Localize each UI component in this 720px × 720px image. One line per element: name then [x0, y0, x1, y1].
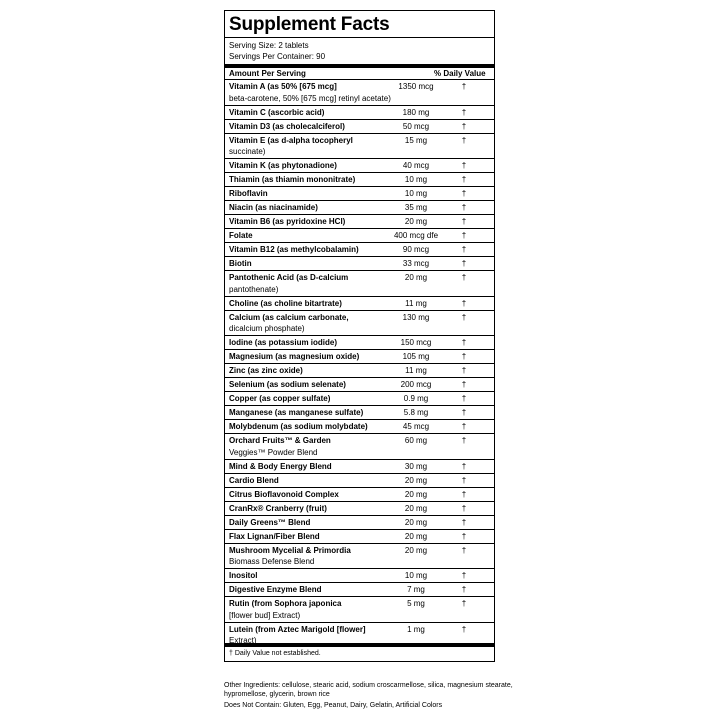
nutrient-source: beta-carotene, 50% [675 mcg] retinyl acetate) [229, 93, 391, 103]
nutrient-name-cell [225, 597, 395, 621]
nutrient-amount: 50 mcg [402, 121, 430, 131]
daily-value-dagger: † [461, 571, 467, 580]
daily-value-dagger: † [461, 135, 467, 145]
nutrient-name-cell [225, 474, 395, 487]
daily-value-dagger: † [461, 273, 467, 282]
nutrient-name: Vitamin D3 (as cholecalciferol) [229, 121, 345, 131]
daily-value-dagger: † [461, 298, 467, 308]
nutrient-amount: 10 mg [404, 571, 428, 580]
daily-value-dagger: † [461, 517, 467, 527]
nutrient-row [225, 433, 494, 459]
nutrient-row [225, 473, 494, 487]
nutrient-row [225, 501, 494, 515]
nutrient-amount: 20 mg [404, 273, 428, 282]
nutrient-amount: 5.8 mg [403, 408, 429, 417]
nutrient-name: Magnesium (as magnesium oxide) [229, 352, 360, 361]
nutrient-row [225, 228, 494, 242]
nutrient-name-cell [225, 201, 395, 214]
serving-size: Serving Size: 2 tablets [229, 41, 309, 50]
nutrient-amount: 20 mg [404, 475, 428, 485]
nutrient-row [225, 172, 494, 186]
nutrient-row [225, 335, 494, 349]
nutrient-row [225, 568, 494, 582]
nutrient-name-cell [225, 434, 395, 458]
nutrient-amount: 30 mg [404, 461, 428, 471]
nutrient-amount: 1 mg [407, 624, 425, 634]
serving-info [225, 38, 494, 64]
daily-value-dagger: † [461, 121, 467, 131]
supplement-facts-panel [224, 10, 495, 662]
nutrient-row [225, 529, 494, 543]
daily-value-dagger: † [461, 231, 467, 240]
daily-value-dagger: † [461, 422, 467, 431]
nutrient-name-cell [225, 364, 395, 377]
nutrient-name-cell [225, 406, 395, 419]
nutrient-amount: 20 mg [404, 545, 428, 555]
nutrient-row [225, 242, 494, 256]
nutrient-name: Niacin (as niacinamide) [229, 203, 318, 212]
nutrient-name: Iodine (as potassium iodide) [229, 338, 338, 347]
nutrient-name: Citrus Bioflavonoid Complex [229, 489, 339, 499]
daily-value-dagger: † [461, 312, 467, 322]
daily-value-dagger: † [461, 545, 467, 555]
daily-value-dagger: † [461, 503, 467, 513]
nutrient-name: Choline (as choline bitartrate) [229, 298, 342, 308]
nutrient-name: Calcium (as calcium carbonate, [229, 312, 349, 322]
nutrient-amount: 90 mcg [402, 245, 430, 254]
nutrient-row [225, 296, 494, 310]
nutrient-name: Vitamin E (as d-alpha tocopheryl [229, 135, 353, 145]
nutrient-name: Biotin [229, 259, 252, 268]
nutrient-amount: 20 mg [404, 503, 428, 513]
nutrient-row [225, 310, 494, 336]
daily-value-dagger: † [461, 245, 467, 254]
nutrient-row [225, 377, 494, 391]
nutrient-row [225, 79, 494, 105]
footnote: † Daily Value not established. [225, 643, 494, 661]
nutrient-name: Vitamin K (as phytonadione) [229, 161, 337, 170]
daily-value-dagger: † [461, 259, 467, 268]
nutrient-row [225, 186, 494, 200]
daily-value-dagger: † [461, 175, 467, 184]
other-ingredients: Other Ingredients: cellulose, stearic acid, sodium croscarmellose, silica, magnesium stearate, hypromellose, glycerin, brown rice [224, 682, 513, 698]
nutrient-source: Veggies™ Powder Blend [229, 447, 318, 457]
nutrient-row [225, 105, 494, 119]
nutrient-name-cell [225, 378, 395, 391]
nutrient-row [225, 363, 494, 377]
daily-value-dagger: † [461, 461, 467, 471]
nutrient-row [225, 543, 494, 569]
nutrient-name-cell [225, 173, 395, 186]
nutrient-row [225, 405, 494, 419]
daily-value-dagger: † [461, 203, 467, 212]
nutrient-row [225, 256, 494, 270]
nutrient-name-cell [225, 569, 395, 582]
nutrient-source: pantothenate) [229, 284, 279, 294]
daily-value-dagger: † [461, 585, 467, 594]
nutrient-row [225, 459, 494, 473]
nutrient-name-cell [225, 120, 395, 133]
daily-value-dagger: † [461, 82, 467, 91]
nutrient-amount: 35 mg [404, 203, 428, 212]
daily-value-dagger: † [461, 107, 467, 117]
nutrient-name: Vitamin A (as 50% [675 mcg] [229, 82, 337, 91]
nutrient-name-cell [225, 257, 395, 270]
nutrient-name-cell [225, 271, 395, 295]
nutrient-row [225, 515, 494, 529]
nutrient-amount: 5 mg [407, 599, 425, 608]
nutrient-name: Manganese (as manganese sulfate) [229, 408, 364, 417]
nutrient-row [225, 200, 494, 214]
nutrient-amount: 180 mg [402, 107, 430, 117]
nutrient-name: Selenium (as sodium selenate) [229, 380, 346, 389]
does-not-contain: Does Not Contain: Gluten, Egg, Peanut, Dairy, Gelatin, Artificial Colors [224, 702, 443, 709]
nutrient-name-cell [225, 229, 395, 242]
daily-value-dagger: † [461, 366, 467, 375]
nutrient-name: Mind & Body Energy Blend [229, 461, 332, 471]
nutrient-name: Vitamin C (ascorbic acid) [229, 107, 325, 117]
nutrient-name: Copper (as copper sulfate) [229, 394, 331, 403]
nutrient-amount: 33 mcg [402, 259, 430, 268]
nutrient-name: Pantothenic Acid (as D-calcium [229, 273, 349, 282]
column-header [225, 68, 494, 79]
nutrient-row [225, 119, 494, 133]
daily-value-dagger: † [461, 161, 467, 170]
daily-value-dagger: † [461, 489, 467, 499]
nutrient-amount: 11 mg [405, 298, 427, 308]
nutrient-name: Riboflavin [229, 189, 268, 198]
nutrient-name: Inositol [229, 571, 258, 580]
nutrient-amount: 40 mcg [402, 161, 430, 170]
nutrient-name-cell [225, 311, 395, 335]
nutrient-amount: 20 mg [404, 531, 428, 541]
daily-value-dagger: † [461, 217, 467, 226]
servings-per-container: Servings Per Container: 90 [229, 52, 326, 61]
nutrient-row [225, 214, 494, 228]
nutrient-amount: 11 mg [405, 366, 427, 375]
nutrient-name: Zinc (as zinc oxide) [229, 366, 303, 375]
nutrient-row [225, 349, 494, 363]
nutrient-source: succinate) [229, 147, 266, 156]
nutrient-name-cell [225, 106, 395, 119]
nutrient-row [225, 419, 494, 433]
nutrient-name: Daily Greens™ Blend [229, 517, 311, 527]
nutrient-name-cell [225, 502, 395, 515]
nutrient-amount: 20 mg [404, 217, 428, 226]
nutrient-source: dicalcium phosphate) [229, 324, 305, 333]
nutrient-name: Mushroom Mycelial & Primordia [229, 545, 351, 555]
nutrient-row [225, 270, 494, 296]
nutrient-name-cell [225, 460, 395, 473]
nutrient-name: Rutin (from Sophora japonica [229, 599, 342, 608]
nutrient-name-cell [225, 488, 395, 501]
nutrient-name-cell [225, 544, 395, 568]
nutrient-name-cell [225, 516, 395, 529]
nutrient-source: [flower bud] Extract) [229, 610, 301, 620]
nutrient-amount: 15 mg [404, 135, 428, 145]
nutrient-name: Folate [229, 231, 253, 240]
nutrient-amount: 130 mg [402, 312, 430, 322]
nutrient-name-cell [225, 215, 395, 228]
nutrient-name-cell [225, 80, 395, 104]
nutrient-name-cell [225, 530, 395, 543]
nutrient-amount: 20 mg [404, 489, 428, 499]
nutrient-amount: 200 mcg [400, 380, 432, 389]
daily-value-dagger: † [461, 436, 467, 445]
nutrient-list [225, 79, 494, 647]
nutrient-amount: 10 mg [404, 189, 428, 198]
daily-value-header: % Daily Value [434, 69, 486, 78]
nutrient-name: Vitamin B12 (as methylcobalamin) [229, 245, 359, 254]
daily-value-dagger: † [461, 380, 467, 389]
amount-per-serving-header: Amount Per Serving [229, 69, 306, 78]
nutrient-name: Cardio Blend [229, 475, 279, 485]
nutrient-amount: 1350 mcg [398, 82, 434, 91]
daily-value-dagger: † [461, 599, 467, 608]
nutrient-row [225, 158, 494, 172]
nutrient-name-cell [225, 243, 395, 256]
nutrient-amount: 7 mg [407, 585, 425, 594]
nutrient-amount: 10 mg [404, 175, 428, 184]
nutrient-name-cell [225, 187, 395, 200]
nutrient-amount: 0.9 mg [403, 394, 429, 403]
nutrient-name: Flax Lignan/Fiber Blend [229, 531, 320, 541]
nutrient-amount: 150 mcg [400, 338, 432, 347]
nutrient-amount: 400 mcg dfe [393, 231, 439, 240]
daily-value-dagger: † [461, 352, 467, 361]
nutrient-name-cell [225, 392, 395, 405]
daily-value-dagger: † [461, 189, 467, 198]
nutrient-name: Molybdenum (as sodium molybdate) [229, 422, 368, 431]
nutrient-name: CranRx® Cranberry (fruit) [229, 503, 327, 513]
nutrient-name: Digestive Enzyme Blend [229, 585, 322, 594]
nutrient-name-cell [225, 583, 395, 596]
nutrient-name-cell [225, 159, 395, 172]
nutrient-name: Thiamin (as thiamin mononitrate) [229, 175, 356, 184]
daily-value-dagger: † [461, 394, 467, 403]
nutrient-name: Vitamin B6 (as pyridoxine HCl) [229, 217, 346, 226]
nutrient-name: Lutein (from Aztec Marigold [flower] [229, 624, 366, 634]
nutrient-amount: 60 mg [404, 436, 428, 445]
nutrient-row [225, 487, 494, 501]
nutrient-source: Biomass Defense Blend [229, 557, 315, 566]
nutrient-name-cell [225, 350, 395, 363]
daily-value-dagger: † [461, 408, 467, 417]
nutrient-name-cell [225, 420, 395, 433]
nutrient-row [225, 391, 494, 405]
nutrient-row [225, 596, 494, 622]
nutrient-amount: 20 mg [404, 517, 428, 527]
nutrient-source: Extract) [229, 636, 257, 645]
nutrient-row [225, 133, 494, 159]
nutrient-name-cell [225, 336, 395, 349]
nutrient-amount: 45 mcg [402, 422, 430, 431]
nutrient-name-cell [225, 134, 395, 158]
nutrient-row [225, 582, 494, 596]
nutrient-amount: 105 mg [402, 352, 430, 361]
daily-value-dagger: † [461, 338, 467, 347]
panel-title: Supplement Facts [229, 14, 390, 35]
daily-value-dagger: † [461, 475, 467, 485]
nutrient-name: Orchard Fruits™ & Garden [229, 436, 331, 445]
daily-value-dagger: † [461, 624, 467, 634]
daily-value-dagger: † [461, 531, 467, 541]
nutrient-name-cell [225, 297, 395, 310]
